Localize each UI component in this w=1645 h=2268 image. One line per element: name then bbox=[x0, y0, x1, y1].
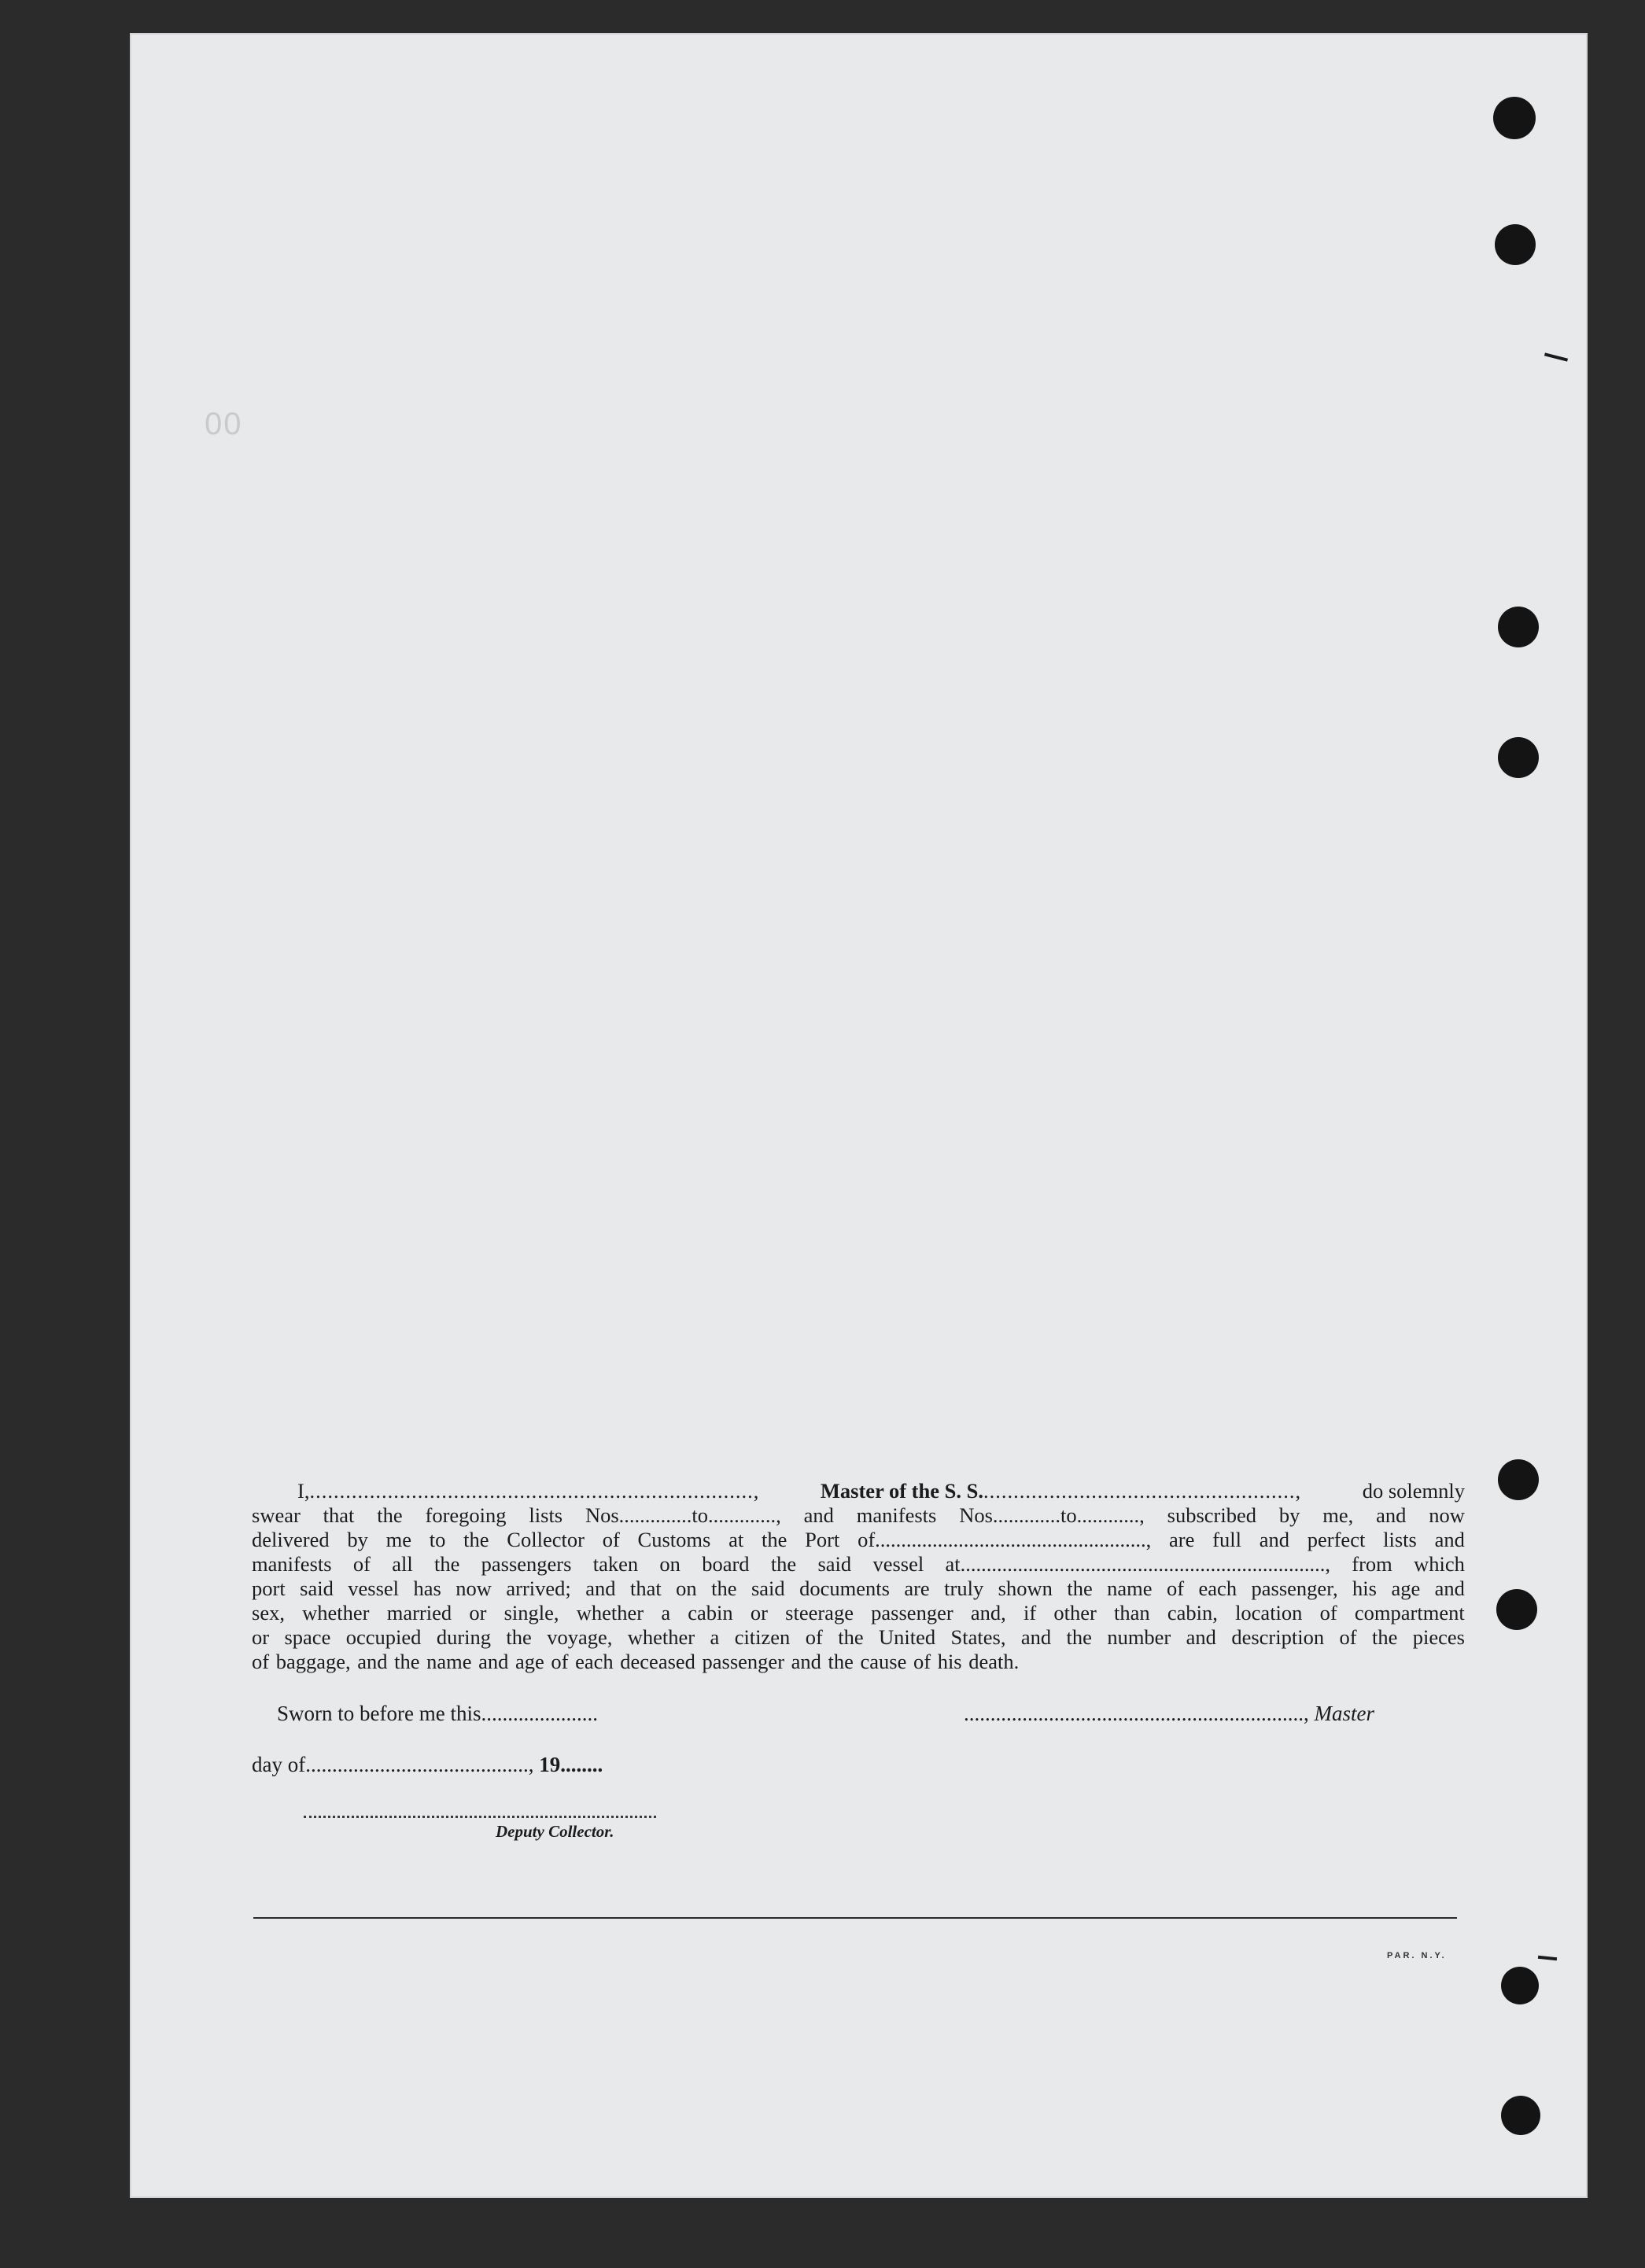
oath-line: or space occupied during the voyage, whether a citizen of the United States, and the number and description of the pieces bbox=[252, 1625, 1465, 1649]
oath-line: swear that the foregoing lists Nos..............to............., and manifests Nos.............to............, subscribed by me, and now bbox=[252, 1503, 1465, 1527]
oath-line bbox=[252, 1479, 1465, 1503]
punch-hole bbox=[1501, 1967, 1539, 2004]
punch-hole bbox=[1498, 1459, 1539, 1500]
sworn-line: Sworn to before me this...................... bbox=[277, 1702, 598, 1725]
oath-line-end: do solemnly bbox=[1362, 1479, 1465, 1503]
day-of-blank: day of.........................................., bbox=[252, 1753, 534, 1776]
oath-line: of baggage, and the name and age of each deceased passenger and the cause of his death. bbox=[252, 1650, 1020, 1673]
master-name-blank: .........................................................................., bbox=[309, 1479, 760, 1503]
punch-hole bbox=[1496, 1589, 1537, 1630]
master-of-ship-label: Master of the S. S. bbox=[820, 1479, 983, 1503]
bottom-rule bbox=[253, 1917, 1457, 1919]
faint-bleedthrough-number: 00 bbox=[205, 407, 243, 441]
punch-hole bbox=[1498, 737, 1539, 778]
oath-line: port said vessel has now arrived; and that on the said documents are truly shown the name of each passenger, his age and bbox=[252, 1577, 1465, 1600]
printer-mark: PAR. N.Y. bbox=[1387, 1951, 1447, 1960]
ship-name-blank: ...................................................., bbox=[983, 1479, 1302, 1503]
oath-line: delivered by me to the Collector of Customs at the Port of...................................................., are full and perfect lists and bbox=[252, 1528, 1465, 1551]
oath-line: sex, whether married or single, whether a cabin or steerage passenger and, if other than cabin, location of compartment bbox=[252, 1601, 1465, 1624]
oath-line: manifests of all the passengers taken on board the said vessel at......................................................................, from which bbox=[252, 1552, 1465, 1576]
master-signature-blank: ................................................................, bbox=[964, 1702, 1309, 1725]
year-blank: 19........ bbox=[539, 1753, 603, 1776]
oath-paragraph bbox=[252, 1479, 1465, 1674]
deputy-collector-label: Deputy Collector. bbox=[496, 1822, 614, 1841]
punch-hole bbox=[1498, 607, 1539, 647]
day-of-line bbox=[252, 1753, 603, 1777]
master-signature-label: Master bbox=[1314, 1702, 1374, 1725]
punch-hole bbox=[1495, 224, 1536, 265]
oath-intro-text: I, bbox=[297, 1479, 310, 1503]
deputy-signature-blank bbox=[304, 1816, 656, 1818]
master-signature-line bbox=[964, 1702, 1374, 1726]
punch-hole bbox=[1493, 97, 1536, 139]
manifest-page bbox=[130, 33, 1588, 2198]
punch-hole bbox=[1501, 2096, 1540, 2135]
